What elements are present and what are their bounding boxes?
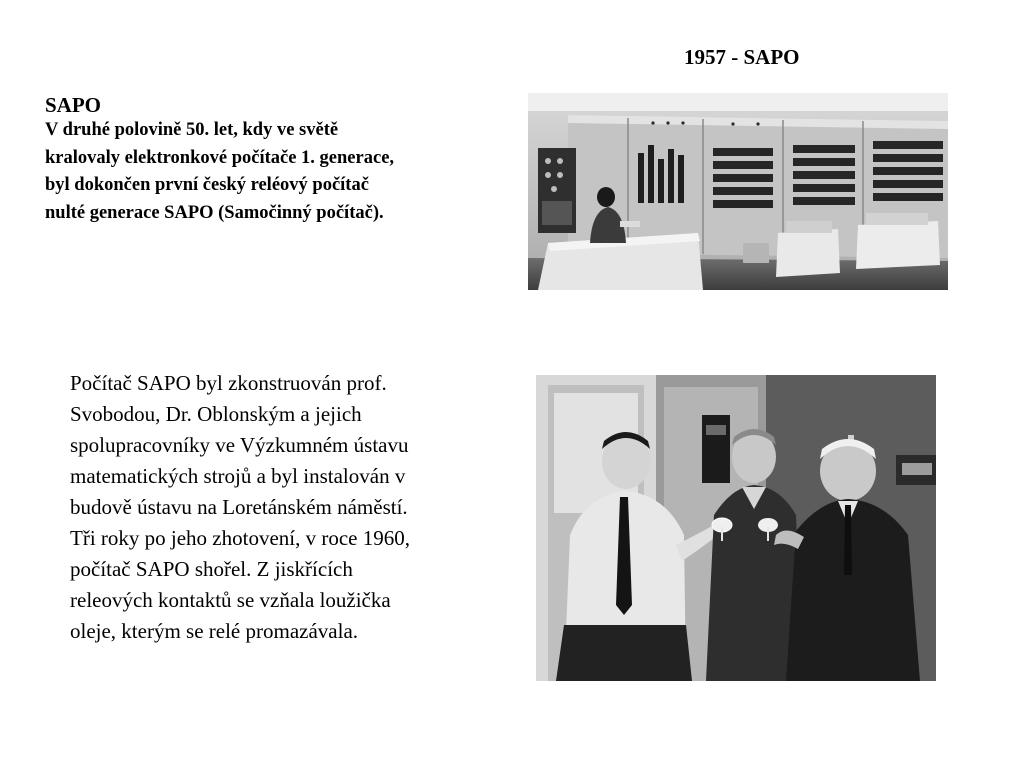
sapo-computer-illustration: [528, 93, 948, 290]
intro-line: V druhé polovině 50. let, kdy ve světě: [45, 120, 339, 140]
body-line: releových kontaktů se vzňala loužička: [70, 588, 391, 612]
body-line: oleje, kterým se relé promazávala.: [70, 619, 359, 643]
intro-block: [45, 93, 505, 227]
slide-title: 1957 - SAPO: [684, 45, 800, 69]
body-line: počítač SAPO shořel. Z jiskřících: [70, 557, 353, 581]
team-toast-photo: [536, 375, 936, 681]
intro-heading: SAPO: [45, 93, 102, 117]
body-line: Svobodou, Dr. Oblonským a jejich: [70, 402, 362, 426]
body-line: Tři roky po jeho zhotovení, v roce 1960,: [70, 526, 410, 550]
intro-paragraph: [45, 117, 505, 227]
body-line: Počítač SAPO byl zkonstruován prof.: [70, 371, 387, 395]
body-line: spolupracovníky ve Výzkumném ústavu: [70, 433, 409, 457]
body-paragraph: [70, 368, 510, 647]
sapo-computer-photo: [528, 93, 948, 290]
intro-line: byl dokončen první český reléový počítač: [45, 175, 369, 195]
intro-line: kralovaly elektronkové počítače 1. generace,: [45, 147, 395, 168]
intro-line: nulté generace SAPO (Samočinný počítač).: [45, 202, 384, 223]
team-toast-illustration: [536, 375, 936, 681]
body-line: matematických strojů a byl instalován v: [70, 464, 406, 488]
body-line: budově ústavu na Loretánském náměstí.: [70, 495, 408, 519]
